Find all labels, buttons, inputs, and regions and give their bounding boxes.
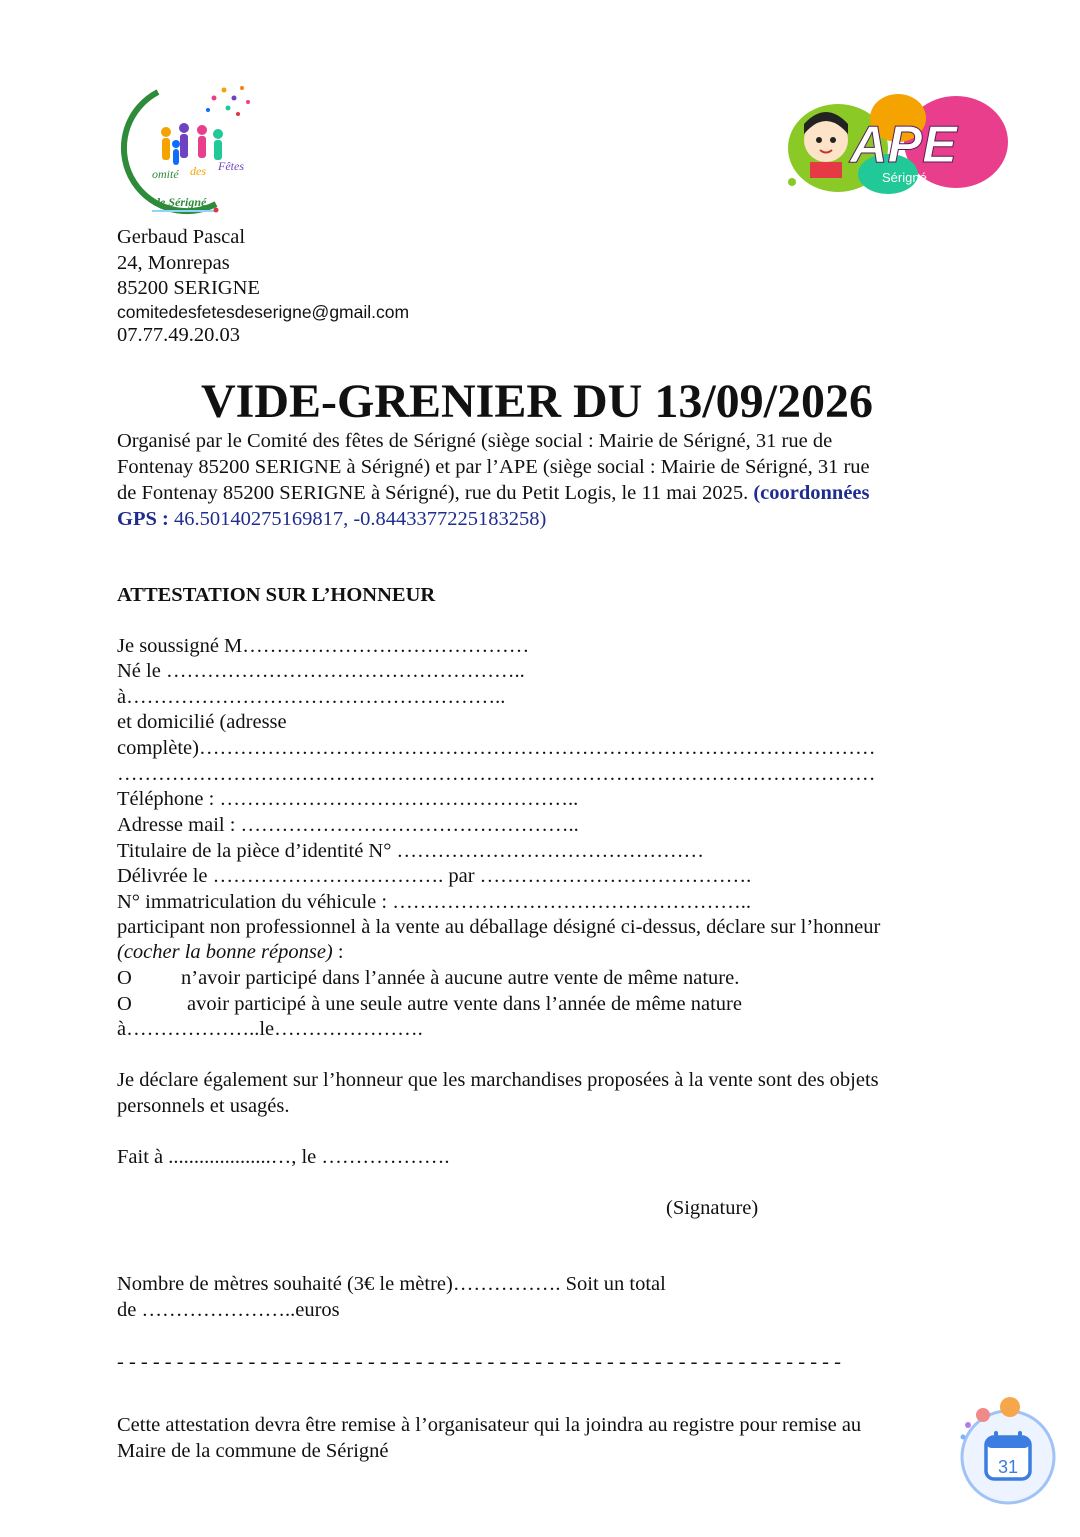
- field-phone: Téléphone : ……………………………………………..: [117, 788, 579, 810]
- ape-logo: [778, 78, 1010, 218]
- logo-left-text-2: des: [190, 164, 206, 178]
- signature-label: (Signature): [666, 1197, 759, 1219]
- intro-line-1: Organisé par le Comité des fêtes de Sérigné (siège social : Mairie de Sérigné, 31 rue de: [117, 430, 833, 452]
- meters-line-2: de …………………..euros: [117, 1299, 340, 1321]
- intro-line-3-text: de Fontenay 85200 SERIGNE à Sérigné), rue du Petit Logis, le 11 mai 2025.: [117, 482, 749, 504]
- field-address-label: et domicilié (adresse: [117, 711, 287, 733]
- field-name: Je soussigné M……………………………………: [117, 635, 530, 657]
- attestation-heading: ATTESTATION SUR L’HONNEUR: [117, 584, 436, 606]
- footer-line-1: Cette attestation devra être remise à l’organisateur qui la joindra au registre pour remise au: [117, 1414, 862, 1436]
- made-at-line: Fait à ....................…, le ……………….: [117, 1146, 450, 1168]
- declare-line-2: personnels et usagés.: [117, 1095, 290, 1117]
- sender-phone: 07.77.49.20.03: [117, 324, 240, 346]
- calendar-day: 31: [997, 1457, 1019, 1477]
- page-title: VIDE-GRENIER DU 13/09/2026: [200, 375, 874, 428]
- option2-text: avoir participé à une seule autre vente dans l’année de même nature: [187, 993, 742, 1015]
- meters-line-1: Nombre de mètres souhaité (3€ le mètre)……………. Soit un total: [117, 1273, 666, 1295]
- option1-checkbox[interactable]: O: [117, 967, 132, 989]
- field-vehicle: N° immatriculation du véhicule : ……………………………………………..: [117, 891, 751, 913]
- comite-des-fetes-logo: [118, 72, 268, 222]
- gps-value: 46.50140275169817, -0.8443377225183258): [168, 508, 547, 530]
- cut-separator: - - - - - - - - - - - - - - - - - - - - - - - - - - - - - - - - - - - - - - - - - - - - - - - - - - - - - - - - - - - - -: [117, 1351, 841, 1373]
- footer-line-2: Maire de la commune de Sérigné: [117, 1440, 389, 1462]
- choose-colon: :: [332, 941, 344, 963]
- sender-name: Gerbaud Pascal: [117, 226, 246, 248]
- choose-hint: (cocher la bonne réponse): [117, 941, 333, 963]
- gps-label: GPS :: [117, 508, 169, 530]
- field-birthdate: Né le ……………………………………………..: [117, 660, 525, 682]
- option2-place-date: à………………..le………………….: [117, 1018, 423, 1040]
- calendar-badge-icon[interactable]: [950, 1395, 1060, 1507]
- logo-left-text-3: Fêtes: [218, 159, 244, 173]
- logo-left-text-4: de Sérigné: [154, 195, 207, 209]
- sender-street: 24, Monrepas: [117, 252, 230, 274]
- declaration-text: participant non professionnel à la vente au déballage désigné ci-dessus, déclare sur l’honneur: [117, 916, 881, 938]
- field-address-continued: …………………………………………………………………………………………………: [117, 763, 876, 785]
- sender-email: comitedesfetesdeserigne@gmail.com: [117, 302, 410, 322]
- logo-left-text-1: omité: [152, 167, 179, 181]
- field-address: complète)………………………………………………………………………………………: [117, 737, 876, 759]
- choose-hint-line: [117, 939, 344, 965]
- field-issued: Délivrée le ……………………………. par ………………………………….: [117, 865, 752, 887]
- option2-checkbox[interactable]: O: [117, 993, 132, 1015]
- ape-logo-sub: Sérigné: [882, 170, 927, 185]
- field-email: Adresse mail : …………………………………………..: [117, 814, 579, 836]
- intro-line-2: Fontenay 85200 SERIGNE à Sérigné) et par l’APE (siège social : Mairie de Sérigné, 31 rue: [117, 456, 870, 478]
- ape-logo-title: APE: [850, 116, 957, 174]
- field-birthplace: à………………………………………………..: [117, 686, 506, 708]
- option1-text: n’avoir participé dans l’année à aucune autre vente de même nature.: [181, 967, 740, 989]
- field-id-number: Titulaire de la pièce d’identité N° ………………………………………: [117, 840, 705, 862]
- intro-line-3: [117, 480, 870, 506]
- declare-line-1: Je déclare également sur l’honneur que les marchandises proposées à la vente sont des objets: [117, 1069, 879, 1091]
- sender-city: 85200 SERIGNE: [117, 277, 260, 299]
- gps-coordinates-line: [117, 506, 546, 532]
- gps-coordinates-label: (coordonnées: [748, 482, 870, 504]
